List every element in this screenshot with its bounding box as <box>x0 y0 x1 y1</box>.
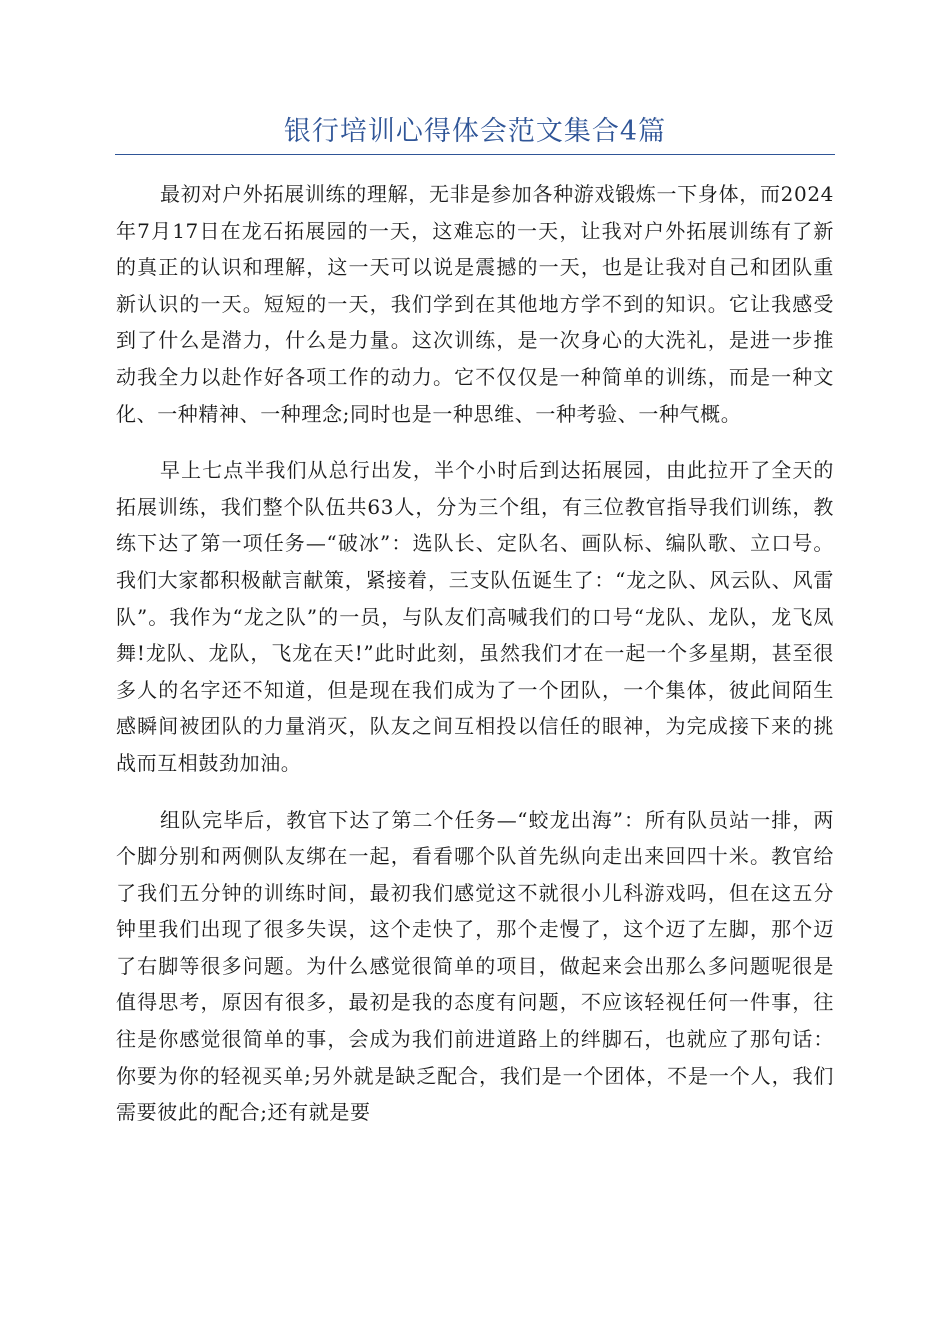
paragraph-2: 早上七点半我们从总行出发，半个小时后到达拓展园，由此拉开了全天的拓展训练，我们整个队伍共63人，分为三个组，有三位教官指导我们训练，教练下达了第一项任务—“破冰”：选队长、定队名、画队标、编队歌、立口号。我们大家都积极献言献策，紧接着，三支队伍诞生了：“龙之队、风云队、风雷队”。我作为“龙之队”的一员，与队友们高喊我们的口号“龙队、龙队，龙飞凤舞!龙队、龙队，飞龙在天!”此时此刻，虽然我们才在一起一个多星期，甚至很多人的名字还不知道，但是现在我们成为了一个团队，一个集体，彼此间陌生感瞬间被团队的力量消灭，队友之间互相投以信任的眼神，为完成接下来的挑战而互相鼓劲加油。 <box>116 458 834 775</box>
paragraph-1: 最初对户外拓展训练的理解，无非是参加各种游戏锻炼一下身体，而2024年7月17日在龙石拓展园的一天，这难忘的一天，让我对户外拓展训练有了新的真正的认识和理解，这一天可以说是震撼的一天，也是让我对自己和团队重新认识的一天。短短的一天，我们学到在其他地方学不到的知识。它让我感受到了什么是潜力，什么是力量。这次训练，是一次身心的大洗礼，是进一步推动我全力以赴作好各项工作的动力。它不仅仅是一种简单的训练，而是一种文化、一种精神、一种理念;同时也是一种思维、一种考验、一种气概。 <box>116 182 834 426</box>
document-body <box>116 176 834 1151</box>
page-title: 银行培训心得体会范文集合4篇 <box>283 116 667 147</box>
title-underline <box>115 154 835 155</box>
paragraph-3: 组队完毕后，教官下达了第二个任务—“蛟龙出海”：所有队员站一排，两个脚分别和两侧队友绑在一起，看看哪个队首先纵向走出来回四十米。教官给了我们五分钟的训练时间，最初我们感觉这不就很小儿科游戏吗，但在这五分钟里我们出现了很多失误，这个走快了，那个走慢了，这个迈了左脚，那个迈了右脚等很多问题。为什么感觉很简单的项目，做起来会出那么多问题呢很是值得思考，原因有很多，最初是我的态度有问题，不应该轻视任何一件事，往往是你感觉很简单的事，会成为我们前进道路上的绊脚石，也就应了那句话：你要为你的轻视买单;另外就是缺乏配合，我们是一个团体，不是一个人，我们需要彼此的配合;还有就是要 <box>116 807 834 1125</box>
